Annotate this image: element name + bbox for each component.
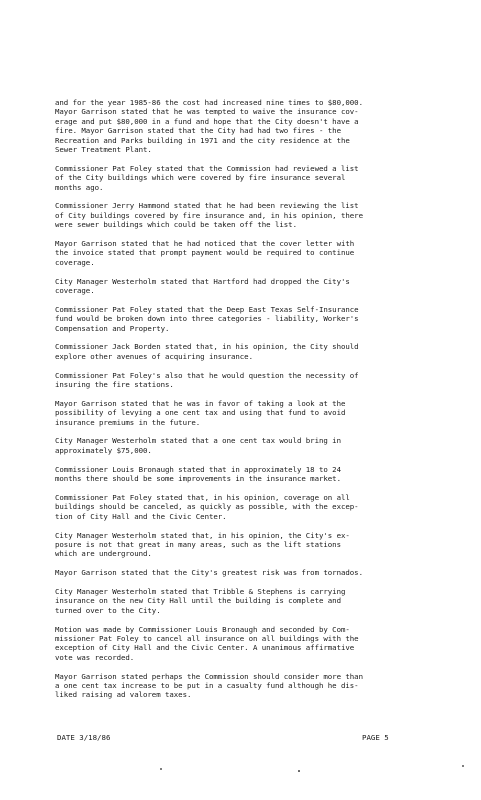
footer-page-number: PAGE 5 [362, 733, 389, 742]
paragraph: Mayor Garrison stated that he was in favor of taking a look at the possibility of levying a one cent tax and using that fund to avoid insurance premiums in the future. [55, 398, 346, 427]
scan-speck [462, 765, 464, 767]
paragraph: Motion was made by Commissioner Louis Bronaugh and seconded by Com- missioner Pat Foley to cancel all insurance on all buildings with the exception of City Hall and the Civic Center. A unanimous affirmative vote was recorded. [55, 624, 359, 662]
paragraph: Commissioner Pat Foley stated that the Deep East Texas Self-Insurance fund would be broken down into three categories - liability, Worker's Compensation and Property. [55, 304, 359, 333]
scan-speck [160, 768, 162, 770]
paragraph: and for the year 1985-86 the cost had increased nine times to $80,000. Mayor Garrison stated that he was tempted to waive the insurance cov- erage and put $80,000 in a fund and hope that the City doesn't have a fire. Mayor Garrison stated that the City had had two fires - the Recreation and Parks building in 1971 and the city residence at the Sewer Treatment Plant. [55, 98, 363, 155]
paragraph: City Manager Westerholm stated that a one cent tax would bring in approximately $75,000. [55, 436, 341, 455]
paragraph: City Manager Westerholm stated that Hartford had dropped the City's coverage. [55, 276, 350, 296]
paragraph: Mayor Garrison stated that he had noticed that the cover letter with the invoice stated that prompt payment would be required to continue coverage. [55, 239, 355, 267]
scan-speck [298, 770, 300, 772]
paragraph: Commissioner Pat Foley stated that the Commission had reviewed a list of the City buildings which were covered by fire insurance several months ago. [55, 163, 359, 192]
paragraph: City Manager Westerholm stated that, in his opinion, the City's ex- posure is not that great in many areas, such as the lift stations which are underground. [55, 530, 350, 559]
paragraph: Commissioner Pat Foley stated that, in his opinion, coverage on all buildings should be canceled, as quickly as possible, with the excep- tion of City Hall and the Civic Center. [55, 492, 359, 521]
paragraph: Commissioner Jack Borden stated that, in his opinion, the City should explore other avenues of acquiring insurance. [55, 342, 359, 361]
footer-date: DATE 3/18/86 [57, 733, 111, 742]
paragraph: Commissioner Louis Bronaugh stated that in approximately 18 to 24 months there should be some improvements in the insurance market. [55, 464, 341, 484]
paragraph: Mayor Garrison stated that the City's greatest risk was from tornados. [55, 568, 363, 578]
minutes-body [55, 98, 447, 709]
paragraph: Commissioner Pat Foley's also that he would question the necessity of insuring the fire stations. [55, 370, 359, 390]
paragraph: Commissioner Jerry Hammond stated that he had been reviewing the list of City buildings covered by fire insurance and, in his opinion, there were sewer buildings which could be taken off the list. [55, 201, 363, 230]
paragraph: City Manager Westerholm stated that Tribble & Stephens is carrying insurance on the new City Hall until the building is complete and turned over to the City. [55, 586, 346, 615]
paragraph: Mayor Garrison stated perhaps the Commission should consider more than a one cent tax increase to be put in a casualty fund although he dis- liked raising ad valorem taxes. [55, 671, 363, 700]
